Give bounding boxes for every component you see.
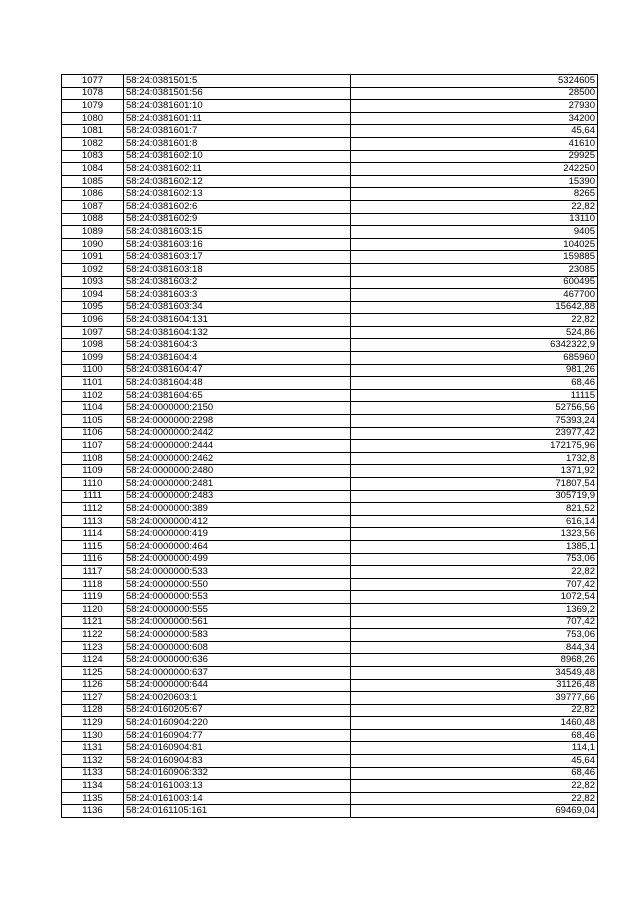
row-number-cell: 1119 xyxy=(62,591,124,604)
cadastral-number-cell: 58:24:0381602:11 xyxy=(124,163,351,176)
row-number-cell: 1114 xyxy=(62,528,124,541)
value-cell: 114,1 xyxy=(351,742,598,755)
table-row xyxy=(62,654,598,667)
table-row xyxy=(62,452,598,465)
value-cell: 1369,2 xyxy=(351,603,598,616)
value-cell: 34549,48 xyxy=(351,666,598,679)
row-number-cell: 1107 xyxy=(62,440,124,453)
value-cell: 31126,48 xyxy=(351,679,598,692)
value-cell: 524,86 xyxy=(351,326,598,339)
row-number-cell: 1127 xyxy=(62,692,124,705)
value-cell: 45,64 xyxy=(351,755,598,768)
cadastral-number-cell: 58:24:0161003:14 xyxy=(124,792,351,805)
table-row xyxy=(62,755,598,768)
cadastral-number-cell: 58:24:0000000:2442 xyxy=(124,427,351,440)
cadastral-number-cell: 58:24:0381501:56 xyxy=(124,87,351,100)
value-cell: 1072,54 xyxy=(351,591,598,604)
value-cell: 69469,04 xyxy=(351,805,598,818)
row-number-cell: 1101 xyxy=(62,377,124,390)
row-number-cell: 1100 xyxy=(62,364,124,377)
cadastral-number-cell: 58:24:0161003:13 xyxy=(124,780,351,793)
value-cell: 159885 xyxy=(351,251,598,264)
row-number-cell: 1133 xyxy=(62,767,124,780)
value-cell: 1371,92 xyxy=(351,465,598,478)
cadastral-number-cell: 58:24:0160906:332 xyxy=(124,767,351,780)
table-row xyxy=(62,125,598,138)
cadastral-number-cell: 58:24:0381604:132 xyxy=(124,326,351,339)
row-number-cell: 1121 xyxy=(62,616,124,629)
cadastral-number-cell: 58:24:0000000:2481 xyxy=(124,478,351,491)
value-cell: 5324605 xyxy=(351,75,598,88)
cadastral-number-cell: 58:24:0381501:5 xyxy=(124,75,351,88)
cadastral-number-cell: 58:24:0000000:608 xyxy=(124,641,351,654)
table-row xyxy=(62,188,598,201)
table-row xyxy=(62,490,598,503)
table-row xyxy=(62,276,598,289)
table-row xyxy=(62,150,598,163)
table-row xyxy=(62,465,598,478)
row-number-cell: 1110 xyxy=(62,478,124,491)
row-number-cell: 1093 xyxy=(62,276,124,289)
cadastral-number-cell: 58:24:0381603:17 xyxy=(124,251,351,264)
table-row xyxy=(62,679,598,692)
value-cell: 1460,48 xyxy=(351,717,598,730)
cadastral-number-cell: 58:24:0160904:77 xyxy=(124,729,351,742)
table-row xyxy=(62,553,598,566)
value-cell: 23085 xyxy=(351,263,598,276)
table-row xyxy=(62,440,598,453)
cadastral-number-cell: 58:24:0000000:636 xyxy=(124,654,351,667)
value-cell: 1385,1 xyxy=(351,540,598,553)
cadastral-number-cell: 58:24:0000000:637 xyxy=(124,666,351,679)
table-row xyxy=(62,578,598,591)
value-cell: 34200 xyxy=(351,112,598,125)
row-number-cell: 1131 xyxy=(62,742,124,755)
cadastral-number-cell: 58:24:0381604:4 xyxy=(124,352,351,365)
table-row xyxy=(62,805,598,818)
cadastral-number-cell: 58:24:0000000:464 xyxy=(124,540,351,553)
cadastral-number-cell: 58:24:0000000:2150 xyxy=(124,402,351,415)
row-number-cell: 1081 xyxy=(62,125,124,138)
value-cell: 9405 xyxy=(351,226,598,239)
value-cell: 685960 xyxy=(351,352,598,365)
row-number-cell: 1097 xyxy=(62,326,124,339)
cadastral-number-cell: 58:24:0000000:2462 xyxy=(124,452,351,465)
cadastral-number-cell: 58:24:0381604:131 xyxy=(124,314,351,327)
cadastral-number-cell: 58:24:0381602:13 xyxy=(124,188,351,201)
table-row xyxy=(62,213,598,226)
table-row xyxy=(62,251,598,264)
row-number-cell: 1088 xyxy=(62,213,124,226)
row-number-cell: 1086 xyxy=(62,188,124,201)
row-number-cell: 1082 xyxy=(62,137,124,150)
row-number-cell: 1104 xyxy=(62,402,124,415)
row-number-cell: 1112 xyxy=(62,503,124,516)
cadastral-number-cell: 58:24:0381604:3 xyxy=(124,339,351,352)
value-cell: 616,14 xyxy=(351,515,598,528)
table-row xyxy=(62,389,598,402)
table-row xyxy=(62,364,598,377)
table-row xyxy=(62,792,598,805)
value-cell: 75393,24 xyxy=(351,415,598,428)
row-number-cell: 1089 xyxy=(62,226,124,239)
value-cell: 8265 xyxy=(351,188,598,201)
value-cell: 29925 xyxy=(351,150,598,163)
value-cell: 52756,56 xyxy=(351,402,598,415)
table-row xyxy=(62,591,598,604)
cadastral-number-cell: 58:24:0381603:15 xyxy=(124,226,351,239)
cadastral-number-cell: 58:24:0381604:48 xyxy=(124,377,351,390)
row-number-cell: 1084 xyxy=(62,163,124,176)
table-row xyxy=(62,780,598,793)
cadastral-number-cell: 58:24:0381601:8 xyxy=(124,137,351,150)
table-body xyxy=(62,75,598,818)
table-row xyxy=(62,238,598,251)
table-row xyxy=(62,427,598,440)
row-number-cell: 1079 xyxy=(62,100,124,113)
row-number-cell: 1125 xyxy=(62,666,124,679)
cadastral-number-cell: 58:24:0160205:67 xyxy=(124,704,351,717)
cadastral-number-cell: 58:24:0381604:47 xyxy=(124,364,351,377)
row-number-cell: 1098 xyxy=(62,339,124,352)
cadastral-number-cell: 58:24:0000000:553 xyxy=(124,591,351,604)
table-row xyxy=(62,515,598,528)
value-cell: 41610 xyxy=(351,137,598,150)
cadastral-number-cell: 58:24:0000000:533 xyxy=(124,566,351,579)
cadastral-number-cell: 58:24:0381601:10 xyxy=(124,100,351,113)
row-number-cell: 1134 xyxy=(62,780,124,793)
value-cell: 981,26 xyxy=(351,364,598,377)
row-number-cell: 1078 xyxy=(62,87,124,100)
table-row xyxy=(62,226,598,239)
row-number-cell: 1115 xyxy=(62,540,124,553)
row-number-cell: 1118 xyxy=(62,578,124,591)
cadastral-number-cell: 58:24:0381603:3 xyxy=(124,289,351,302)
cadastral-number-cell: 58:24:0000000:644 xyxy=(124,679,351,692)
table-row xyxy=(62,339,598,352)
value-cell: 71807,54 xyxy=(351,478,598,491)
row-number-cell: 1124 xyxy=(62,654,124,667)
value-cell: 28500 xyxy=(351,87,598,100)
cadastral-number-cell: 58:24:0160904:83 xyxy=(124,755,351,768)
table-row xyxy=(62,326,598,339)
value-cell: 23977,42 xyxy=(351,427,598,440)
value-cell: 68,46 xyxy=(351,767,598,780)
table-row xyxy=(62,540,598,553)
value-cell: 22,82 xyxy=(351,704,598,717)
cadastral-number-cell: 58:24:0381604:65 xyxy=(124,389,351,402)
value-cell: 753,06 xyxy=(351,629,598,642)
table-row xyxy=(62,641,598,654)
value-cell: 8968,26 xyxy=(351,654,598,667)
table-row xyxy=(62,289,598,302)
row-number-cell: 1077 xyxy=(62,75,124,88)
cadastral-number-cell: 58:24:0381603:2 xyxy=(124,276,351,289)
table-row xyxy=(62,87,598,100)
cadastral-number-cell: 58:24:0000000:2298 xyxy=(124,415,351,428)
table-row xyxy=(62,616,598,629)
value-cell: 15642,88 xyxy=(351,301,598,314)
row-number-cell: 1083 xyxy=(62,150,124,163)
row-number-cell: 1135 xyxy=(62,792,124,805)
row-number-cell: 1132 xyxy=(62,755,124,768)
row-number-cell: 1126 xyxy=(62,679,124,692)
cadastral-number-cell: 58:24:0000000:561 xyxy=(124,616,351,629)
value-cell: 1323,56 xyxy=(351,528,598,541)
row-number-cell: 1136 xyxy=(62,805,124,818)
value-cell: 104025 xyxy=(351,238,598,251)
table-row xyxy=(62,112,598,125)
value-cell: 305719,9 xyxy=(351,490,598,503)
row-number-cell: 1105 xyxy=(62,415,124,428)
row-number-cell: 1102 xyxy=(62,389,124,402)
value-cell: 467700 xyxy=(351,289,598,302)
table-row xyxy=(62,478,598,491)
cadastral-number-cell: 58:24:0381601:7 xyxy=(124,125,351,138)
row-number-cell: 1129 xyxy=(62,717,124,730)
value-cell: 68,46 xyxy=(351,377,598,390)
value-cell: 68,46 xyxy=(351,729,598,742)
cadastral-number-cell: 58:24:0381603:16 xyxy=(124,238,351,251)
value-cell: 753,06 xyxy=(351,553,598,566)
table-row xyxy=(62,175,598,188)
row-number-cell: 1117 xyxy=(62,566,124,579)
table-row xyxy=(62,75,598,88)
row-number-cell: 1099 xyxy=(62,352,124,365)
table-row xyxy=(62,742,598,755)
cadastral-number-cell: 58:24:0381602:12 xyxy=(124,175,351,188)
table-row xyxy=(62,415,598,428)
value-cell: 22,82 xyxy=(351,200,598,213)
value-cell: 242250 xyxy=(351,163,598,176)
value-cell: 707,42 xyxy=(351,578,598,591)
value-cell: 22,82 xyxy=(351,792,598,805)
table-row xyxy=(62,377,598,390)
value-cell: 45,64 xyxy=(351,125,598,138)
value-cell: 27930 xyxy=(351,100,598,113)
row-number-cell: 1130 xyxy=(62,729,124,742)
table-row xyxy=(62,566,598,579)
value-cell: 22,82 xyxy=(351,314,598,327)
table-row xyxy=(62,352,598,365)
table-row xyxy=(62,692,598,705)
value-cell: 22,82 xyxy=(351,780,598,793)
cadastral-number-cell: 58:24:0000000:583 xyxy=(124,629,351,642)
cadastral-number-cell: 58:24:0381601:11 xyxy=(124,112,351,125)
table-row xyxy=(62,163,598,176)
table-row xyxy=(62,767,598,780)
row-number-cell: 1094 xyxy=(62,289,124,302)
value-cell: 172175,96 xyxy=(351,440,598,453)
cadastral-number-cell: 58:24:0000000:2444 xyxy=(124,440,351,453)
row-number-cell: 1091 xyxy=(62,251,124,264)
row-number-cell: 1095 xyxy=(62,301,124,314)
value-cell: 39777,66 xyxy=(351,692,598,705)
value-cell: 844,34 xyxy=(351,641,598,654)
row-number-cell: 1123 xyxy=(62,641,124,654)
value-cell: 1732,8 xyxy=(351,452,598,465)
value-cell: 6342322,9 xyxy=(351,339,598,352)
table-row xyxy=(62,603,598,616)
cadastral-number-cell: 58:24:0000000:555 xyxy=(124,603,351,616)
row-number-cell: 1111 xyxy=(62,490,124,503)
table-row xyxy=(62,704,598,717)
value-cell: 22,82 xyxy=(351,566,598,579)
table-row xyxy=(62,729,598,742)
row-number-cell: 1090 xyxy=(62,238,124,251)
cadastral-number-cell: 58:24:0160904:220 xyxy=(124,717,351,730)
cadastral-number-cell: 58:24:0381603:18 xyxy=(124,263,351,276)
cadastral-number-cell: 58:24:0381602:10 xyxy=(124,150,351,163)
row-number-cell: 1092 xyxy=(62,263,124,276)
value-cell: 600495 xyxy=(351,276,598,289)
row-number-cell: 1116 xyxy=(62,553,124,566)
row-number-cell: 1128 xyxy=(62,704,124,717)
row-number-cell: 1109 xyxy=(62,465,124,478)
row-number-cell: 1096 xyxy=(62,314,124,327)
cadastral-number-cell: 58:24:0020603:1 xyxy=(124,692,351,705)
table-row xyxy=(62,263,598,276)
table-row xyxy=(62,402,598,415)
row-number-cell: 1122 xyxy=(62,629,124,642)
cadastral-number-cell: 58:24:0381602:9 xyxy=(124,213,351,226)
value-cell: 11115 xyxy=(351,389,598,402)
cadastral-number-cell: 58:24:0000000:499 xyxy=(124,553,351,566)
table-row xyxy=(62,666,598,679)
row-number-cell: 1087 xyxy=(62,200,124,213)
cadastral-number-cell: 58:24:0000000:412 xyxy=(124,515,351,528)
value-cell: 13110 xyxy=(351,213,598,226)
row-number-cell: 1106 xyxy=(62,427,124,440)
table-row xyxy=(62,528,598,541)
value-cell: 15390 xyxy=(351,175,598,188)
row-number-cell: 1085 xyxy=(62,175,124,188)
table-row xyxy=(62,314,598,327)
table-row xyxy=(62,503,598,516)
cadastral-number-cell: 58:24:0000000:389 xyxy=(124,503,351,516)
table-row xyxy=(62,100,598,113)
cadastral-number-cell: 58:24:0381602:6 xyxy=(124,200,351,213)
row-number-cell: 1120 xyxy=(62,603,124,616)
row-number-cell: 1080 xyxy=(62,112,124,125)
cadastral-number-cell: 58:24:0000000:419 xyxy=(124,528,351,541)
table-row xyxy=(62,301,598,314)
cadastral-number-cell: 58:24:0000000:2480 xyxy=(124,465,351,478)
table-row xyxy=(62,137,598,150)
cadastral-number-cell: 58:24:0000000:550 xyxy=(124,578,351,591)
table-row xyxy=(62,629,598,642)
row-number-cell: 1113 xyxy=(62,515,124,528)
data-table xyxy=(61,74,598,818)
value-cell: 821,52 xyxy=(351,503,598,516)
cadastral-number-cell: 58:24:0381603:34 xyxy=(124,301,351,314)
cadastral-number-cell: 58:24:0161105:161 xyxy=(124,805,351,818)
row-number-cell: 1108 xyxy=(62,452,124,465)
cadastral-number-cell: 58:24:0000000:2483 xyxy=(124,490,351,503)
table-row xyxy=(62,200,598,213)
table-row xyxy=(62,717,598,730)
cadastral-number-cell: 58:24:0160904:81 xyxy=(124,742,351,755)
value-cell: 707,42 xyxy=(351,616,598,629)
